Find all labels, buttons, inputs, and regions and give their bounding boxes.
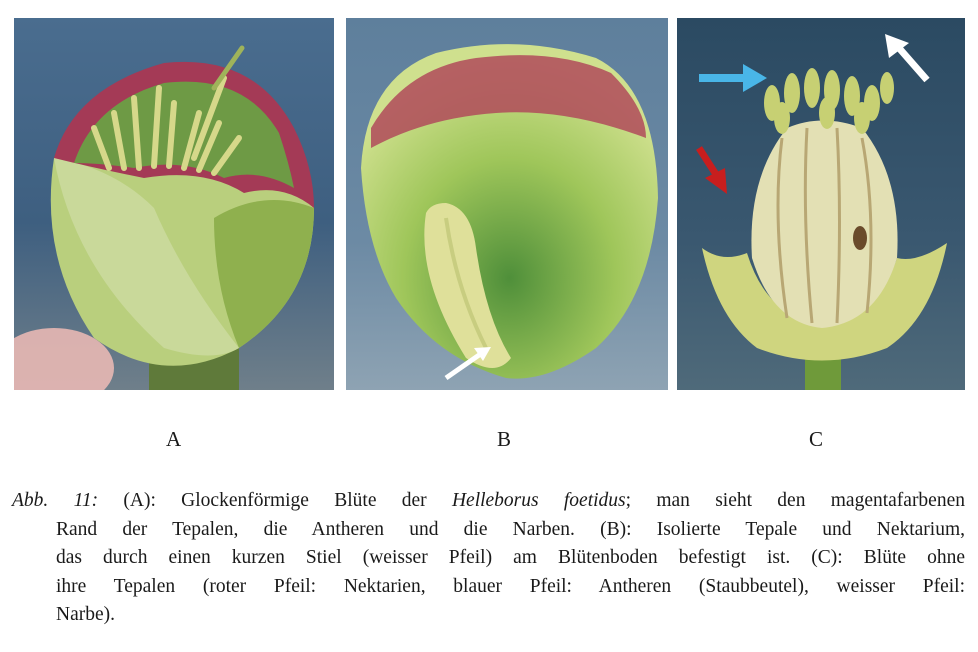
blue-arrow-c [699, 64, 767, 92]
nectary-illustration [677, 18, 965, 390]
caption-text-1b: ; man sieht den magentafarbenen [625, 490, 965, 511]
tepal-illustration [346, 18, 668, 390]
panel-label-a: A [166, 427, 182, 451]
panel-label-c: C [809, 427, 824, 451]
caption-line-1 [12, 487, 965, 516]
figure-caption [12, 487, 965, 630]
photo-a-bell-flower [14, 18, 334, 390]
photo-c-flower-without-tepals [677, 18, 965, 390]
caption-text-1a: (A): Glockenförmige Blüte der [123, 490, 427, 511]
caption-line-5: Narbe). [56, 604, 116, 625]
caption-line-4: ihre Tepalen (roter Pfeil: Nektarien, blauer Pfeil: Antheren (Staubbeutel), weisser Pfeil: [56, 575, 965, 597]
caption-line-3: das durch einen kurzen Stiel (weisser Pfeil) am Blütenboden befestigt ist. (C): Blüte ohne [56, 547, 965, 568]
bell-flower-illustration [14, 18, 334, 390]
caption-label: Abb. 11: [12, 490, 99, 511]
photo-b-tepal-nectary [346, 18, 668, 390]
red-arrow-c [699, 148, 727, 194]
panel-label-b: B [497, 427, 512, 451]
caption-species: Helleborus foetidus [451, 490, 626, 511]
white-arrow-c [885, 34, 927, 80]
caption-line-2: Rand der Tepalen, die Antheren und die Narben. (B): Isolierte Tepale und Nektarium, [56, 518, 965, 540]
